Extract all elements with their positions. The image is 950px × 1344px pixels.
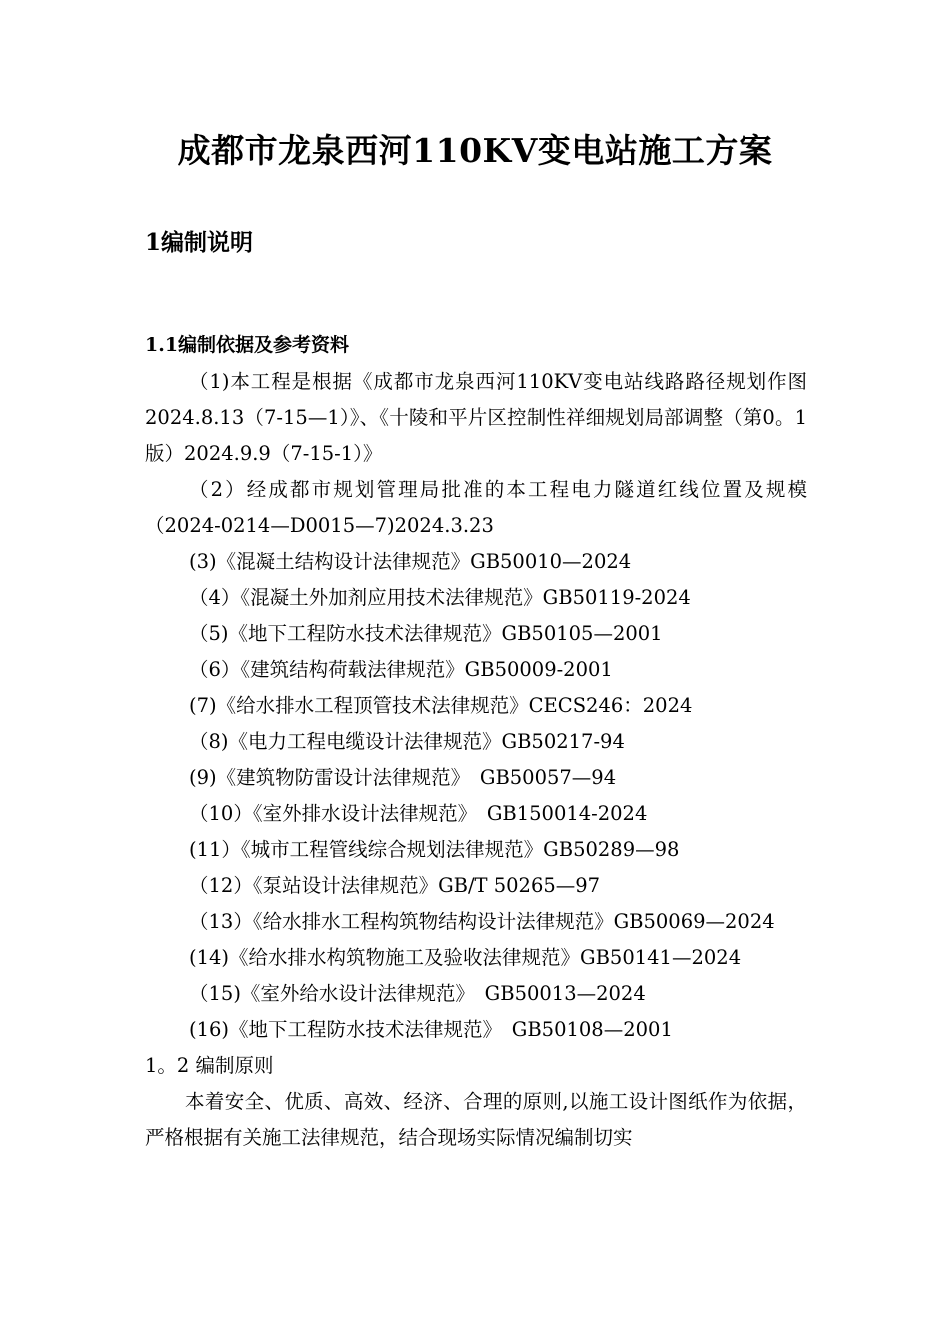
reference-item: （8)《电力工程电缆设计法律规范》GB50217-94 xyxy=(189,730,625,753)
reference-item: (3)《混凝土结构设计法律规范》GB50010—2024 xyxy=(189,550,632,573)
reference-item: （2）经成都市规划管理局批准的本工程电力隧道红线位置及规模（2024-0214—D0015—7)2024.3.23 xyxy=(145,478,807,537)
section-heading-1: 1编制说明 xyxy=(145,229,254,256)
section-heading-1-1: 1.1编制依据及参考资料 xyxy=(145,334,350,356)
reference-item: (14)《给水排水构筑物施工及验收法律规范》GB50141—2024 xyxy=(189,946,742,969)
reference-item: （10）《室外排水设计法律规范》 GB150014-2024 xyxy=(189,802,648,825)
reference-item: （6）《建筑结构荷载法律规范》GB50009-2001 xyxy=(189,658,613,681)
reference-item: (7)《给水排水工程顶管技术法律规范》CECS246：2024 xyxy=(189,694,693,717)
document-body xyxy=(145,364,807,1156)
section-1-2-paragraph: 本着安全、优质、高效、经济、合理的原则,以施工设计图纸作为依据，严格根据有关施工法律规范，结合现场实际情况编制切实 xyxy=(145,1090,807,1149)
reference-item: （5)《地下工程防水技术法律规范》GB50105—2001 xyxy=(189,622,663,645)
section-heading-1-2: 1。2 编制原则 xyxy=(145,1054,274,1077)
reference-item: (9)《建筑物防雷设计法律规范》 GB50057—94 xyxy=(189,766,617,789)
reference-item: （12）《泵站设计法律规范》GB/T 50265—97 xyxy=(189,874,601,897)
reference-item: （4）《混凝土外加剂应用技术法律规范》GB50119-2024 xyxy=(189,586,691,609)
reference-item: （1)本工程是根据《成都市龙泉西河110KV变电站线路路径规划作图2024.8.13（7-15—1）》、《十陵和平片区控制性祥细规划局部调整（第0。1版）2024.9.9（7-15-1）》 xyxy=(145,370,807,465)
reference-item: （13）《给水排水工程构筑物结构设计法律规范》GB50069—2024 xyxy=(189,910,775,933)
reference-item: （15)《室外给水设计法律规范》 GB50013—2024 xyxy=(189,982,646,1005)
reference-item: (11）《城市工程管线综合规划法律规范》GB50289—98 xyxy=(189,838,680,861)
reference-item: (16)《地下工程防水技术法律规范》 GB50108—2001 xyxy=(189,1018,673,1041)
document-title: 成都市龙泉西河110KV变电站施工方案 xyxy=(177,131,773,170)
